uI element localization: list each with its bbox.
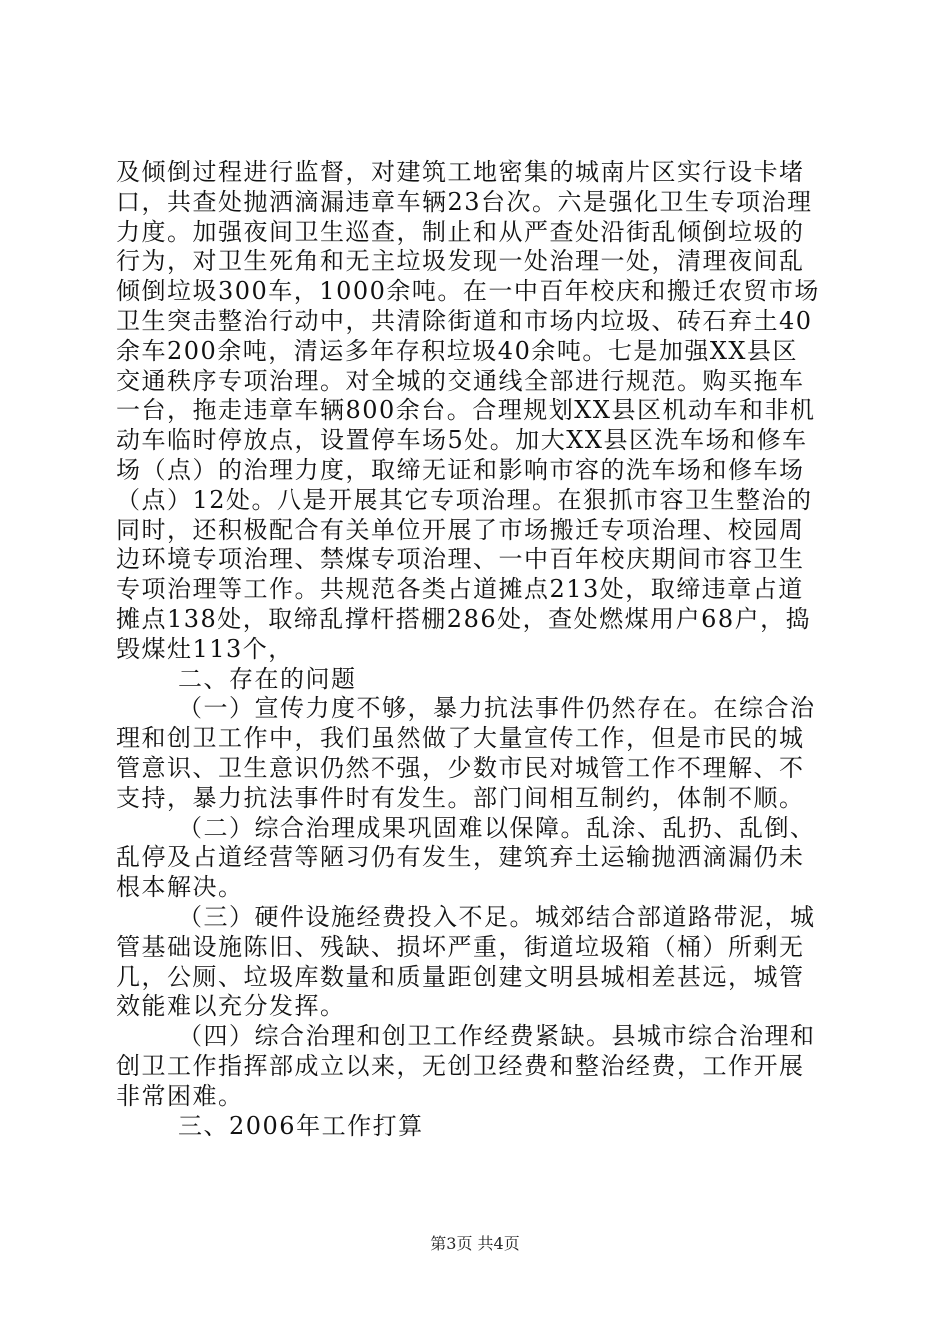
page-footer: 第3页 共4页	[430, 1234, 520, 1253]
paragraph-first-line: （一）宣传力度不够，暴力抗法事件仍然存在。在综合治	[178, 694, 816, 722]
body-line: 几，公厕、垃圾库数量和质量距创建文明县城相差甚远，城管	[116, 963, 805, 991]
body-line: 力度。加强夜间卫生巡查，制止和从严查处沿街乱倾倒垃圾的	[116, 218, 805, 246]
body-line: 一台，拖走违章车辆800余台。合理规划XX县区机动车和非机	[116, 396, 816, 424]
body-line: 摊点138处，取缔乱撑杆搭棚286处，查处燃煤用户68户，捣	[116, 605, 812, 633]
body-line: 场（点）的治理力度，取缔无证和影响市容的洗车场和修车场	[116, 456, 805, 484]
body-line: 边环境专项治理、禁煤专项治理、一中百年校庆期间市容卫生	[116, 545, 805, 573]
body-line: 交通秩序专项治理。对全城的交通线全部进行规范。购买拖车	[116, 367, 805, 395]
body-line: 乱停及占道经营等陋习仍有发生，建筑弃土运输抛洒滴漏仍未	[116, 843, 805, 871]
section-heading: 二、存在的问题	[178, 665, 357, 693]
body-line: （点）12处。八是开展其它专项治理。在狠抓市容卫生整治的	[116, 486, 813, 514]
body-line: 卫生突击整治行动中，共清除街道和市场内垃圾、砖石弃土40	[116, 307, 813, 335]
body-line: 效能难以充分发挥。	[116, 992, 346, 1020]
body-line: 管基础设施陈旧、残缺、损坏严重，街道垃圾箱（桶）所剩无	[116, 933, 805, 961]
body-line: 理和创卫工作中，我们虽然做了大量宣传工作，但是市民的城	[116, 724, 805, 752]
paragraph-first-line: （四）综合治理和创卫工作经费紧缺。县城市综合治理和	[178, 1022, 816, 1050]
body-line: 支持，暴力抗法事件时有发生。部门间相互制约，体制不顺。	[116, 784, 805, 812]
body-line: 余车200余吨，清运多年存积垃圾40余吨。七是加强XX县区	[116, 337, 799, 365]
body-line: 行为，对卫生死角和无主垃圾发现一处治理一处，清理夜间乱	[116, 247, 805, 275]
paragraph-first-line: （二）综合治理成果巩固难以保障。乱涂、乱扔、乱倒、	[178, 814, 816, 842]
body-line: 根本解决。	[116, 873, 244, 901]
section-heading: 三、2006年工作打算	[178, 1112, 424, 1140]
body-line: 倾倒垃圾300车，1000余吨。在一中百年校庆和搬迁农贸市场	[116, 277, 820, 305]
body-line: 动车临时停放点，设置停车场5处。加大XX县区洗车场和修车	[116, 426, 808, 454]
body-line: 创卫工作指挥部成立以来，无创卫经费和整治经费，工作开展	[116, 1052, 805, 1080]
body-line: 及倾倒过程进行监督，对建筑工地密集的城南片区实行设卡堵	[116, 158, 805, 186]
body-line: 非常困难。	[116, 1082, 244, 1110]
body-line: 同时，还积极配合有关单位开展了市场搬迁专项治理、校园周	[116, 516, 805, 544]
body-line: 专项治理等工作。共规范各类占道摊点213处，取缔违章占道	[116, 575, 804, 603]
body-line: 毁煤灶113个，	[116, 635, 294, 663]
body-line: 口，共查处抛洒滴漏违章车辆23台次。六是强化卫生专项治理	[116, 188, 813, 216]
body-line: 管意识、卫生意识仍然不强，少数市民对城管工作不理解、不	[116, 754, 805, 782]
paragraph-first-line: （三）硬件设施经费投入不足。城郊结合部道路带泥，城	[178, 903, 816, 931]
